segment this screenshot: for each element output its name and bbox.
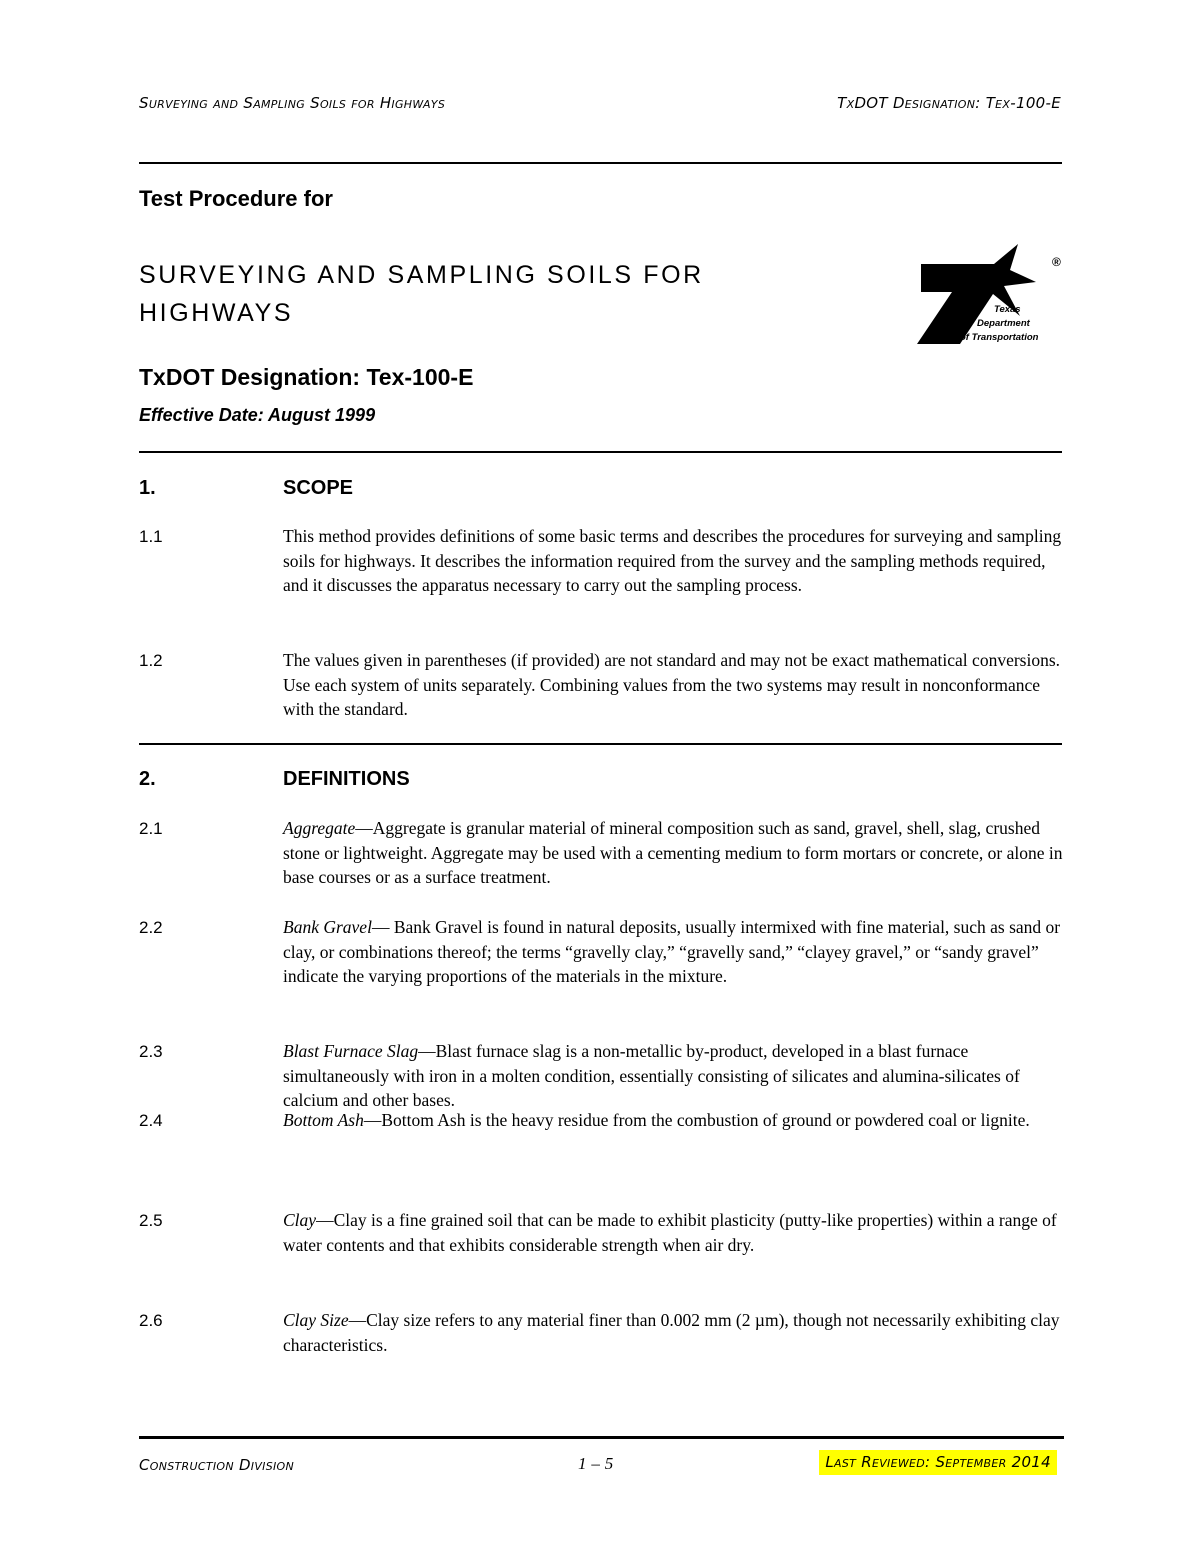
definition: —Clay size refers to any material finer than 0.002 mm (2 µm), though not necessarily exhibiting clay characteristics. [283,1310,1060,1355]
title-line-2: HIGHWAYS [139,299,294,327]
section-1-title: SCOPE [283,477,354,499]
running-footer [139,1450,1061,1480]
para-2-3-text [283,1039,1063,1113]
definition: —Bottom Ash is the heavy residue from the combustion of ground or powdered coal or lignite. [363,1110,1030,1130]
last-reviewed: Last Reviewed: September 2014 [819,1450,1057,1475]
running-header [139,94,1061,118]
header-designation: TxDOT Designation: Tex-100-E [837,94,1061,112]
logo-text-3: of Transportation [960,332,1039,343]
title-line-1: SURVEYING AND SAMPLING SOILS FOR [139,261,704,289]
pre-title: Test Procedure for [139,186,333,211]
section-rule [139,743,1062,745]
definition: —Blast furnace slag is a non-metallic by-product, developed in a blast furnace simultaneously with iron in a molten condition, essentially consisting of silicates and alumina-silicates of calcium and other bases. [283,1041,1020,1110]
txdot-logo [914,240,1064,350]
para-1-2-text: The values given in parentheses (if provided) are not standard and may not be exact mathematical conversions. Use each system of units separately. Combining values from the two systems may result in nonconformance with the standard. [283,650,1061,719]
designation: TxDOT Designation: Tex-100-E [139,364,474,390]
section-2-title: DEFINITIONS [283,768,410,790]
document-title [139,256,704,332]
para-2-2-number: 2.2 [139,918,163,937]
term: Clay [283,1210,317,1230]
para-2-5-text [283,1208,1063,1257]
term: Aggregate [283,818,356,838]
logo-registered: ® [1052,255,1061,269]
title-rule [139,451,1062,453]
para-2-6-text [283,1308,1063,1357]
effective-date: Effective Date: August 1999 [139,405,376,425]
definition: —Aggregate is granular material of mineral composition such as sand, gravel, shell, slag, crushed stone or lightweight. Aggregate may be used with a cementing medium to form mortars or concrete, or alone in base courses or as a surface treatment. [283,818,1063,887]
para-2-4-number: 2.4 [139,1111,163,1130]
para-2-6-number: 2.6 [139,1311,163,1330]
para-1-1-number: 1.1 [139,527,163,546]
para-1-1-text: This method provides definitions of some basic terms and describes the procedures for surveying and sampling soils for highways. It describes the information required from the survey and the sampling methods required, and it discusses the apparatus necessary to carry out the sampling process. [283,526,1062,595]
header-title: Surveying and Sampling Soils for Highways [139,94,446,112]
term: Blast Furnace Slag [283,1041,419,1061]
para-2-2-text [283,915,1063,989]
para-2-5-number: 2.5 [139,1211,163,1230]
footer-rule [139,1436,1064,1439]
logo-text-1: Texas [994,304,1021,315]
page-number: 1 – 5 [578,1454,614,1473]
term: Bottom Ash [283,1110,364,1130]
definition: —Clay is a fine grained soil that can be made to exhibit plasticity (putty-like properties) within a range of water contents and that exhibits considerable strength when air dry. [283,1210,1057,1255]
para-2-1-number: 2.1 [139,819,163,838]
term: Clay Size [283,1310,349,1330]
para-2-3-number: 2.3 [139,1042,163,1061]
para-2-4-text [283,1108,1063,1133]
term: Bank Gravel [283,917,372,937]
footer-division: Construction Division [139,1456,295,1474]
section-1-number: 1. [139,477,156,499]
header-rule [139,162,1062,164]
para-1-2-number: 1.2 [139,651,163,670]
definition: — Bank Gravel is found in natural deposits, usually intermixed with fine material, such as sand or clay, or combinations thereof; the terms “gravelly clay,” “gravelly sand,” “clayey gravel,” or “sandy gravel” indicate the varying proportions of the materials in the mixture. [283,917,1061,986]
para-2-1-text [283,816,1063,890]
logo-text-2: Department [977,318,1030,329]
section-2-number: 2. [139,768,156,790]
txdot-logo-icon [914,240,1064,350]
